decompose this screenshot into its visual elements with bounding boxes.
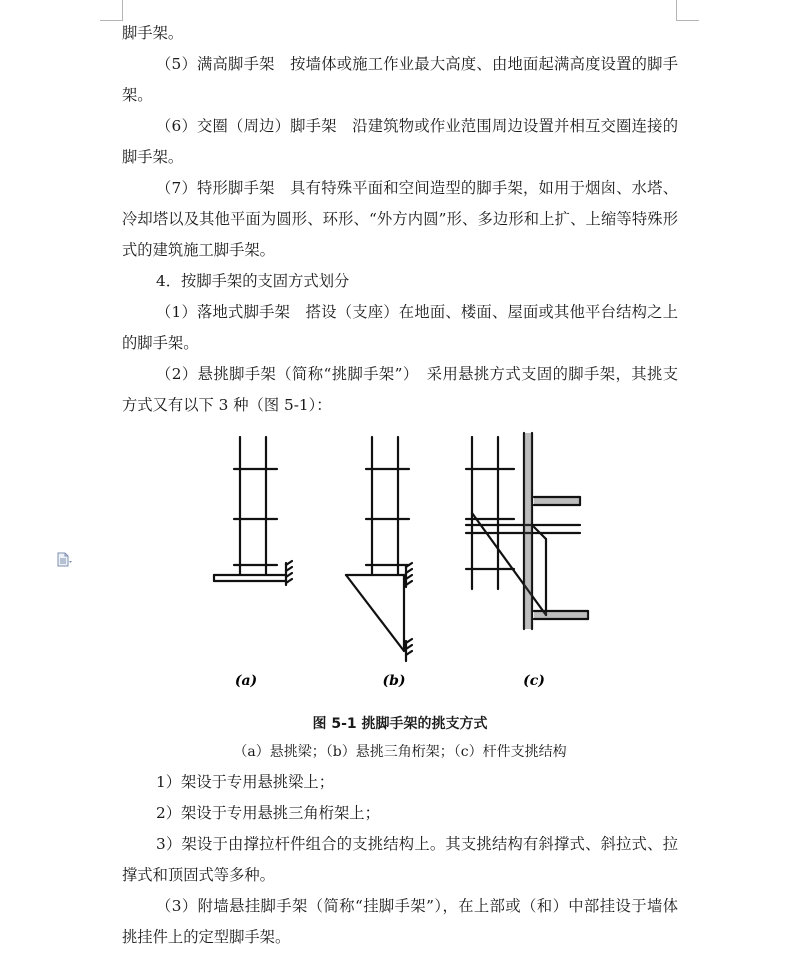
paragraph: （5）满高脚手架 按墙体或施工作业最大高度、由地面起满高度设置的脚手架。 <box>122 55 678 104</box>
list-item: 2）架设于专用悬挑三角桁架上； <box>156 804 380 822</box>
diagram-b-triangular-truss <box>346 437 412 661</box>
page-corner-mark-top-left <box>100 0 123 21</box>
figure-5-1 <box>122 423 678 713</box>
document-body <box>122 18 678 953</box>
page-corner-mark-top-right <box>676 0 699 21</box>
document-icon[interactable] <box>56 552 72 568</box>
paragraph: （6）交圈（周边）脚手架 沿建筑物或作业范围周边设置并相互交圈连接的脚手架。 <box>122 117 678 166</box>
paragraph: （1）落地式脚手架 搭设（支座）在地面、楼面、屋面或其他平台结构之上的脚手架。 <box>122 303 678 352</box>
scaffold-diagram <box>200 429 600 689</box>
label-a: (a) <box>234 673 258 689</box>
list-item: 3）架设于由撑拉杆件组合的支挑结构上。其支挑结构有斜撑式、斜拉式、拉撑式和顶固式等多种。 <box>122 835 678 884</box>
list-item: 1）架设于专用悬挑梁上； <box>156 773 334 791</box>
label-b: (b) <box>382 673 406 689</box>
figure-title: 图 5-1 挑脚手架的挑支方式 <box>312 716 488 732</box>
paragraphs-top <box>122 18 678 421</box>
paragraphs-bottom <box>122 767 678 953</box>
label-c: (c) <box>523 673 545 689</box>
diagram-a-cantilever-beam <box>214 437 292 585</box>
paragraph: （2）悬挑脚手架（简称“挑脚手架”） 采用悬挑方式支固的脚手架，其挑支方式又有以下 3 种（图 5-1）： <box>122 365 678 414</box>
paragraph: 脚手架。 <box>122 24 184 42</box>
figure-caption: （a）悬挑梁；（b）悬挑三角桁架；（c）杆件支挑结构 <box>233 744 567 760</box>
paragraph: （7）特形脚手架 具有特殊平面和空间造型的脚手架，如用于烟囱、水塔、冷却塔以及其他平面为圆形、环形、“外方内圆”形、多边形和上扩、上缩等特殊形式的建筑施工脚手架。 <box>122 179 678 259</box>
section-heading: 4．按脚手架的支固方式划分 <box>156 272 350 290</box>
paragraph: （3）附墙悬挂脚手架（简称“挂脚手架”），在上部或（和）中部挂设于墙体挑挂件上的定型脚手架。 <box>122 897 678 946</box>
